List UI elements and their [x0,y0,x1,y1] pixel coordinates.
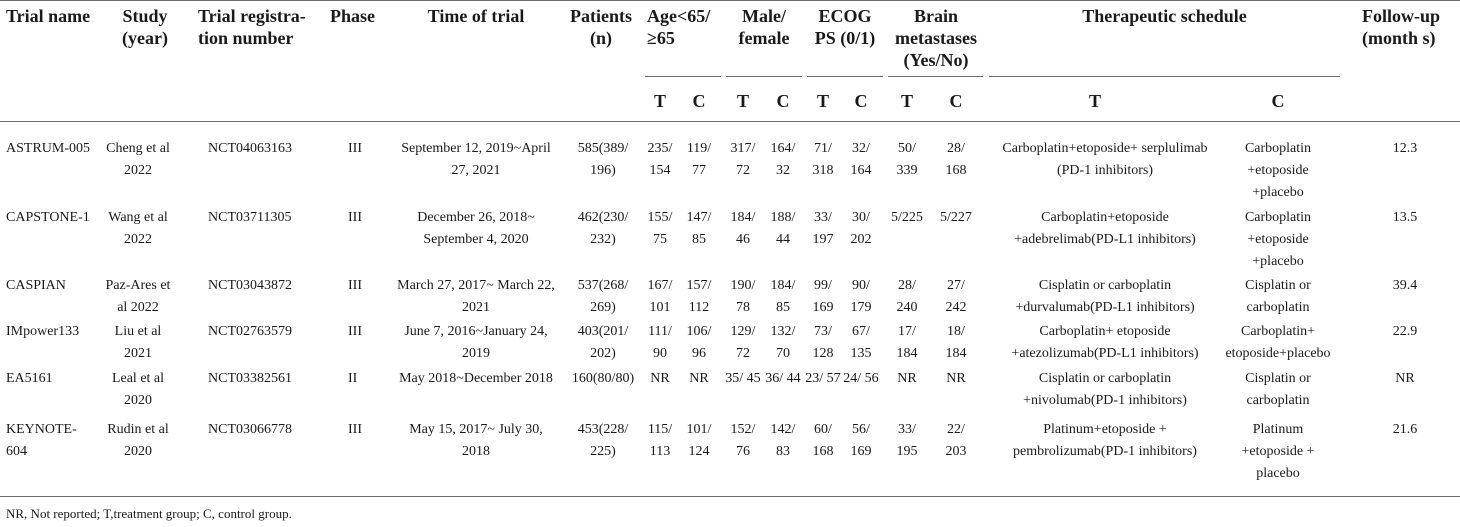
cell-schedule-c: Platinum +etoposide + placebo [1241,422,1315,481]
cell-sex-t: 35/ 45 [725,371,761,386]
header-phase: Phase [330,6,375,26]
header-registration-number: Trial registra-tion number [198,6,306,48]
cell-sex-c: 188/ 44 [770,210,796,247]
cell-follow-up: 21.6 [1392,422,1418,437]
cell-age-c: 147/ 85 [686,210,712,247]
cell-schedule-c: Carboplatin +etoposide +placebo [1244,141,1312,200]
cell-age-t: NR [650,371,670,386]
subheader-brain-c: C [949,91,963,111]
cell-time: December 26, 2018~ September 4, 2020 [417,210,535,247]
cell-schedule-c: Cisplatin or carboplatin [1245,278,1311,315]
cell-phase: III [348,422,362,437]
subheader-sex-c: C [776,91,790,111]
cell-brain-c: NR [946,371,966,386]
cell-sex-c: 132/ 70 [770,324,796,361]
cell-registration: NCT03066778 [208,422,292,437]
cell-ecog-t: 33/ 197 [812,210,834,247]
header-brain-metastases: Brain metastases (Yes/No) [895,6,977,70]
subheader-sex-t: T [736,91,749,111]
cell-follow-up: 12.3 [1392,141,1418,156]
cell-schedule-t: Carboplatin+ etoposide +atezolizumab(PD-L1 inhibitors) [1011,324,1199,361]
cell-ecog-t: 23/ 57 [805,371,841,386]
cell-ecog-c: 24/ 56 [843,371,879,386]
header-patients: Patients (n) [570,6,632,48]
cell-ecog-c: 56/ 169 [850,422,872,459]
cell-follow-up: 39.4 [1392,278,1418,293]
header-ecog: ECOG PS (0/1) [814,6,876,48]
subheader-age-c: C [692,91,706,111]
cell-trial-name: KEYNOTE-604 [6,422,77,459]
cell-age-t: 167/ 101 [647,278,673,315]
cell-ecog-t: 60/ 168 [812,422,834,459]
cell-sex-t: 184/ 46 [730,210,756,247]
cell-study: Paz-Ares et al 2022 [105,278,171,315]
cell-ecog-c: 30/ 202 [850,210,872,247]
cell-brain-t: 28/ 240 [896,278,918,315]
cell-age-c: 101/ 124 [686,422,712,459]
header-rule [0,121,1460,122]
cell-brain-t: NR [897,371,917,386]
cell-sex-t: 129/ 72 [730,324,756,361]
sex-underline [726,76,802,77]
cell-age-t: 115/ 113 [647,422,673,459]
cell-age-t: 155/ 75 [647,210,673,247]
cell-brain-c: 27/ 242 [945,278,967,315]
cell-study: Leal et al 2020 [111,371,165,408]
cell-registration: NCT03711305 [208,210,292,225]
cell-follow-up: 22.9 [1392,324,1418,339]
cell-study: Cheng et al 2022 [106,141,170,178]
cell-time: September 12, 2019~April 27, 2021 [401,141,551,178]
header-age: Age<65/ ≥65 [647,6,711,48]
cell-trial-name: CAPSTONE-1 [6,210,90,225]
cell-schedule-c: Cisplatin or carboplatin [1245,371,1311,408]
cell-ecog-c: 67/ 135 [850,324,872,361]
cell-brain-c: 22/ 203 [945,422,967,459]
cell-schedule-t: Cisplatin or carboplatin +nivolumab(PD-1 inhibitors) [1023,371,1187,408]
cell-brain-t: 50/ 339 [896,141,918,178]
cell-time: June 7, 2016~January 24, 2019 [404,324,548,361]
cell-schedule-t: Carboplatin+etoposide+ serplulimab (PD-1 inhibitors) [1002,141,1208,178]
cell-sex-t: 190/ 78 [730,278,756,315]
cell-brain-t: 33/ 195 [896,422,918,459]
cell-schedule-c: Carboplatin +etoposide +placebo [1244,210,1312,269]
ecog-underline [807,76,883,77]
header-follow-up: Follow-up (month s) [1362,6,1441,48]
top-rule [0,0,1460,1]
cell-sex-c: 36/ 44 [765,371,801,386]
subheader-schedule-t: T [1088,91,1101,111]
cell-follow-up: 13.5 [1392,210,1418,225]
cell-age-c: 157/ 112 [686,278,712,315]
cell-registration: NCT04063163 [208,141,292,156]
cell-sex-c: 142/ 83 [770,422,796,459]
subheader-ecog-t: T [816,91,829,111]
cell-registration: NCT02763579 [208,324,292,339]
cell-ecog-c: 32/ 164 [850,141,872,178]
cell-age-c: 106/ 96 [686,324,712,361]
subheader-ecog-c: C [854,91,868,111]
cell-sex-t: 317/ 72 [730,141,756,178]
cell-age-c: NR [689,371,709,386]
cell-phase: III [348,141,362,156]
cell-sex-t: 152/ 76 [730,422,756,459]
cell-schedule-t: Carboplatin+etoposide +adebrelimab(PD-L1 inhibitors) [1014,210,1196,247]
cell-trial-name: EA5161 [6,371,53,386]
cell-time: May 15, 2017~ July 30, 2018 [409,422,543,459]
brain-underline [888,76,983,77]
cell-phase: III [348,324,362,339]
cell-registration: NCT03382561 [208,371,292,386]
header-therapeutic-schedule: Therapeutic schedule [1082,6,1247,26]
cell-schedule-c: Carboplatin+ etoposide+placebo [1225,324,1331,361]
cell-phase: III [348,210,362,225]
cell-time: March 27, 2017~ March 22, 2021 [397,278,555,315]
cell-time: May 2018~December 2018 [399,371,553,386]
subheader-schedule-c: C [1271,91,1285,111]
cell-age-c: 119/ 77 [686,141,712,178]
cell-brain-t: 5/225 [891,210,923,225]
cell-patients: 160(80/80) [571,371,635,386]
header-study-year: Study (year) [122,6,168,48]
cell-brain-c: 5/227 [940,210,972,225]
cell-trial-name: ASTRUM-005 [6,141,91,156]
cell-study: Wang et al 2022 [108,210,168,247]
cell-trial-name: IMpower133 [6,324,80,339]
cell-age-t: 111/ 90 [648,324,672,361]
header-trial-name: Trial name [6,6,91,26]
header-sex: Male/ female [738,6,790,48]
cell-patients: 585(389/ 196) [577,141,629,178]
header-time-of-trial: Time of trial [427,6,525,26]
cell-age-t: 235/ 154 [647,141,673,178]
cell-phase: II [348,371,358,386]
cell-patients: 537(268/ 269) [577,278,629,315]
table-footnote: NR, Not reported; T,treatment group; C, control group. [6,506,292,521]
cell-brain-t: 17/ 184 [896,324,918,361]
age-underline [645,76,721,77]
cell-phase: III [348,278,362,293]
cell-patients: 462(230/ 232) [577,210,629,247]
cell-schedule-t: Platinum+etoposide + pembrolizumab(PD-1 inhibitors) [1013,422,1197,459]
cell-sex-c: 164/ 32 [770,141,796,178]
cell-ecog-t: 73/ 128 [812,324,834,361]
cell-ecog-t: 99/ 169 [812,278,834,315]
cell-ecog-t: 71/ 318 [812,141,834,178]
subheader-age-t: T [653,91,666,111]
schedule-underline [989,76,1340,77]
subheader-brain-t: T [900,91,913,111]
cell-trial-name: CASPIAN [6,278,66,293]
cell-study: Liu et al 2021 [114,324,162,361]
cell-sex-c: 184/ 85 [770,278,796,315]
cell-patients: 453(228/ 225) [577,422,629,459]
cell-brain-c: 28/ 168 [945,141,967,178]
cell-registration: NCT03043872 [208,278,292,293]
cell-brain-c: 18/ 184 [945,324,967,361]
cell-follow-up: NR [1395,371,1415,386]
cell-ecog-c: 90/ 179 [850,278,872,315]
bottom-rule [0,496,1460,497]
cell-study: Rudin et al 2020 [107,422,169,459]
cell-patients: 403(201/ 202) [577,324,629,361]
cell-schedule-t: Cisplatin or carboplatin +durvalumab(PD-L1 inhibitors) [1015,278,1195,315]
